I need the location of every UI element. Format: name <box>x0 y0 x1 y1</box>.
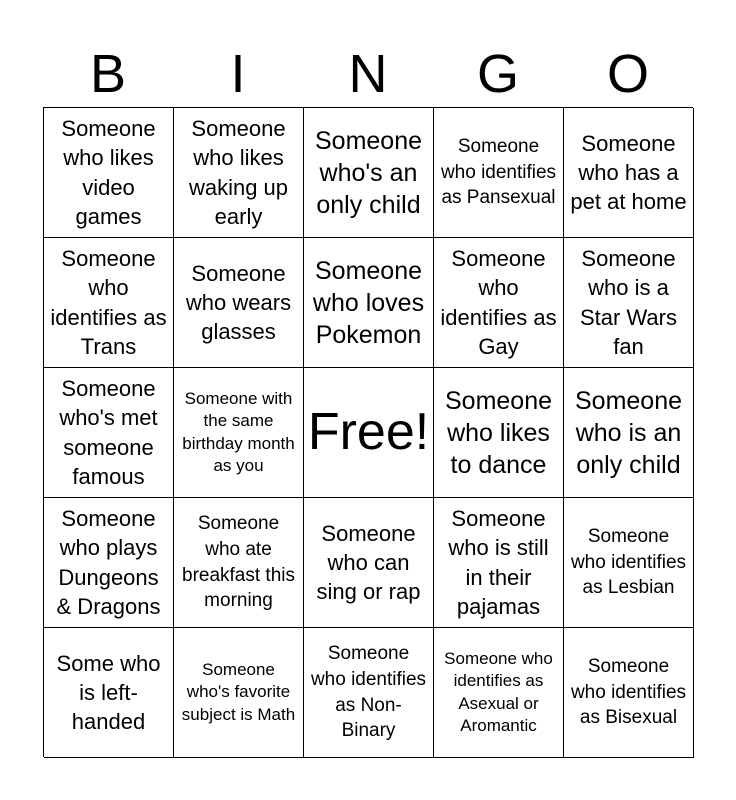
header-letter-g: G <box>476 44 519 104</box>
bingo-cell-r3-c2[interactable]: Someone with the same birthday month as you <box>174 368 304 498</box>
bingo-cell-r3-c1[interactable]: Someone who's met someone famous <box>44 368 174 498</box>
bingo-cell-r4-c5[interactable]: Someone who identifies as Lesbian <box>564 498 694 628</box>
bingo-cell-r2-c5[interactable]: Someone who is a Star Wars fan <box>564 238 694 368</box>
header-letter-o: O <box>606 44 649 104</box>
bingo-cell-r5-c5[interactable]: Someone who identifies as Bisexual <box>564 628 694 758</box>
bingo-cell-free-space[interactable]: Free! <box>304 368 434 498</box>
bingo-cell-r2-c2[interactable]: Someone who wears glasses <box>174 238 304 368</box>
bingo-cell-r1-c1[interactable]: Someone who likes video games <box>44 108 174 238</box>
bingo-cell-r4-c3[interactable]: Someone who can sing or rap <box>304 498 434 628</box>
bingo-cell-r1-c2[interactable]: Someone who likes waking up early <box>174 108 304 238</box>
bingo-card-grid <box>43 107 693 757</box>
bingo-cell-r5-c4[interactable]: Someone who identifies as Asexual or Aromantic <box>434 628 564 758</box>
bingo-cell-r2-c1[interactable]: Someone who identifies as Trans <box>44 238 174 368</box>
bingo-cell-r3-c5[interactable]: Someone who is an only child <box>564 368 694 498</box>
header-letter-b: B <box>89 44 127 104</box>
header-letter-n: N <box>348 44 388 104</box>
bingo-cell-r3-c4[interactable]: Someone who likes to dance <box>434 368 564 498</box>
bingo-cell-r5-c1[interactable]: Some who is left-handed <box>44 628 174 758</box>
bingo-cell-r5-c2[interactable]: Someone who's favorite subject is Math <box>174 628 304 758</box>
bingo-cell-r2-c4[interactable]: Someone who identifies as Gay <box>434 238 564 368</box>
bingo-cell-r5-c3[interactable]: Someone who identifies as Non-Binary <box>304 628 434 758</box>
bingo-cell-r4-c4[interactable]: Someone who is still in their pajamas <box>434 498 564 628</box>
bingo-cell-r2-c3[interactable]: Someone who loves Pokemon <box>304 238 434 368</box>
header-letter-i: I <box>230 44 246 104</box>
bingo-header <box>43 40 693 108</box>
bingo-cell-r1-c3[interactable]: Someone who's an only child <box>304 108 434 238</box>
bingo-cell-r1-c5[interactable]: Someone who has a pet at home <box>564 108 694 238</box>
bingo-cell-r4-c2[interactable]: Someone who ate breakfast this morning <box>174 498 304 628</box>
bingo-cell-r4-c1[interactable]: Someone who plays Dungeons & Dragons <box>44 498 174 628</box>
bingo-cell-r1-c4[interactable]: Someone who identifies as Pansexual <box>434 108 564 238</box>
